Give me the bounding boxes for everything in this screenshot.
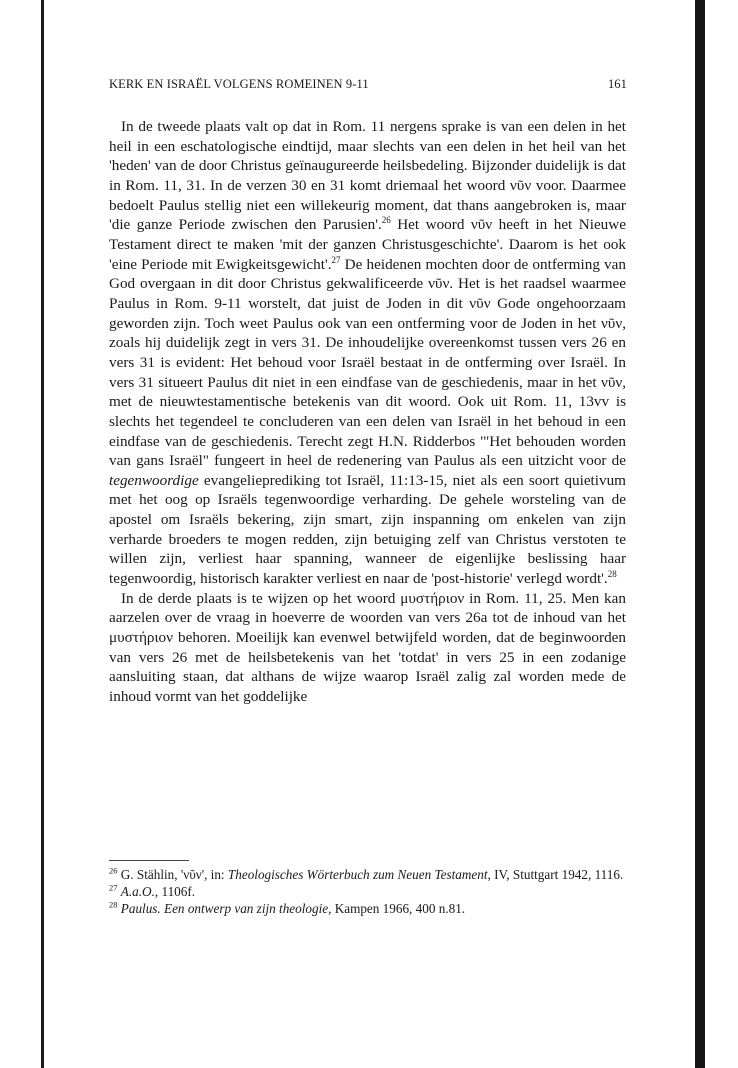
footnote-number: 26	[109, 865, 118, 876]
footnote-27	[109, 883, 626, 900]
footnote-title: Paulus. Een ontwerp van zijn theologie	[120, 901, 329, 917]
footnote-ref-28: 28	[607, 569, 617, 580]
paragraph-2: In de derde plaats is te wijzen op het woord μυστήριον in Rom. 11, 25. Men kan aarzelen over de vraag in hoeverre de woorden van vers 26a tot de inhoud van het μυστήριον behoren. Moeilijk kan evenwel betwijfeld worden, dat de beginwoorden van vers 26 met de heilsbetekenis van het 'totdat' in vers 25 in een zodanige aansluiting staan, dat althans de wijze waarop Israël zalig zal worden mede de inhoud vormt van het goddelijke	[109, 589, 626, 706]
paragraph-1-part-3: De heidenen mochten door de ontferming van God overgaan in dit door Christus gekwalificeerde νῦν. Het is het raadsel waarmee Paulus in Rom. 9-11 worstelt, dat juist de Joden in dit νῦν Gode ongehoorzaam geworden zijn. Toch weet Paulus ook van een ontferming voor de Joden in het νῦν, zoals hij duidelijk zegt in vers 31. De inhoudelijke overeenkomst tussen vers 26 en vers 31 is evident: Het behoud voor Israël bestaat in de ontferming over Israël. In vers 31 situeert Paulus dit niet in een eindfase van de geschiedenis, maar in het νῦν, met de nieuwtestamentische betekenis van dit woord. Ook uit Rom. 11, 13vv is slechts het tegendeel te concluderen van een delen van Israël in het behoud in een eindfase van de geschiedenis. Terecht zegt H.N. Ridderbos '"Het behouden worden van gans Israël" fungeert in heel de redenering van Paulus als een uitzicht voor de	[109, 255, 626, 470]
footnote-ref-26: 26	[381, 215, 391, 226]
footnote-title: Theologisches Wörterbuch zum Neuen Testament	[227, 867, 488, 882]
running-head-title: KERK EN ISRAËL VOLGENS ROMEINEN 9-11	[109, 77, 369, 91]
footnote-ref-27: 27	[331, 254, 341, 265]
footnote-number: 27	[109, 882, 118, 893]
footnote-28	[109, 900, 626, 917]
footnote-text: G. Stählin, 'νῦν', in:	[117, 867, 228, 882]
footnotes	[109, 866, 626, 918]
running-head	[109, 77, 629, 95]
paragraph-1-part-4: evangelieprediking tot Israël, 11:13-15, niet als een soort quietivum met het oog op Israëls tegenwoordige verharding. De gehele worsteling van de apostel om Israëls bekering, zijn smart, zijn inspanning om enkelen van zijn verharde broeders te mogen redden, zijn betuiging zelf van Christus verstoten te willen zijn, verliest haar spanning, wanneer de eigenlijke beslissing haar tegenwoordig, historisch karakter verliest en naar de 'post-historie' verlegd wordt'.	[109, 471, 626, 588]
footnote-text: , IV, Stuttgart 1942, 1116.	[487, 867, 624, 882]
footnote-text: , Kampen 1966, 400 n.81.	[328, 901, 466, 917]
scan-border-left	[41, 0, 44, 1068]
scan-margin-right	[705, 0, 738, 1068]
footnote-divider	[109, 860, 189, 861]
scan-border-right	[695, 0, 705, 1068]
paragraph-1	[109, 117, 626, 589]
page-number: 161	[607, 77, 627, 91]
footnote-26	[109, 866, 626, 883]
footnote-text: , 1106f.	[154, 884, 196, 900]
footnote-title: A.a.O.	[120, 884, 155, 900]
footnote-number: 28	[109, 900, 118, 911]
body-text	[109, 117, 626, 707]
paragraph-1-part-1: In de tweede plaats valt op dat in Rom. 11 nergens sprake is van een delen in het heil in een eschatologische eindtijd, maar slechts van een delen in het heil van het 'heden' van de door Christus geïnaugureerde heilsbedeling. Bijzonder duidelijk is dat in Rom. 11, 31. In de verzen 30 en 31 komt driemaal het woord νῦν voor. Daarmee bedoelt Paulus stellig niet een willekeurig moment, dat thans aangebroken is, maar 'die ganze Periode zwischen den Parusien'.	[109, 118, 626, 234]
italic-tegenwoordige: tegenwoordige	[109, 471, 199, 489]
paragraph-1-part-2: Het woord νῦν heeft in het Nieuwe Testament direct te maken 'mit der ganzen Christusgeschichte'. Daarom is het ook 'eine Periode mit Ewigkeitsgewicht'.	[109, 216, 626, 273]
